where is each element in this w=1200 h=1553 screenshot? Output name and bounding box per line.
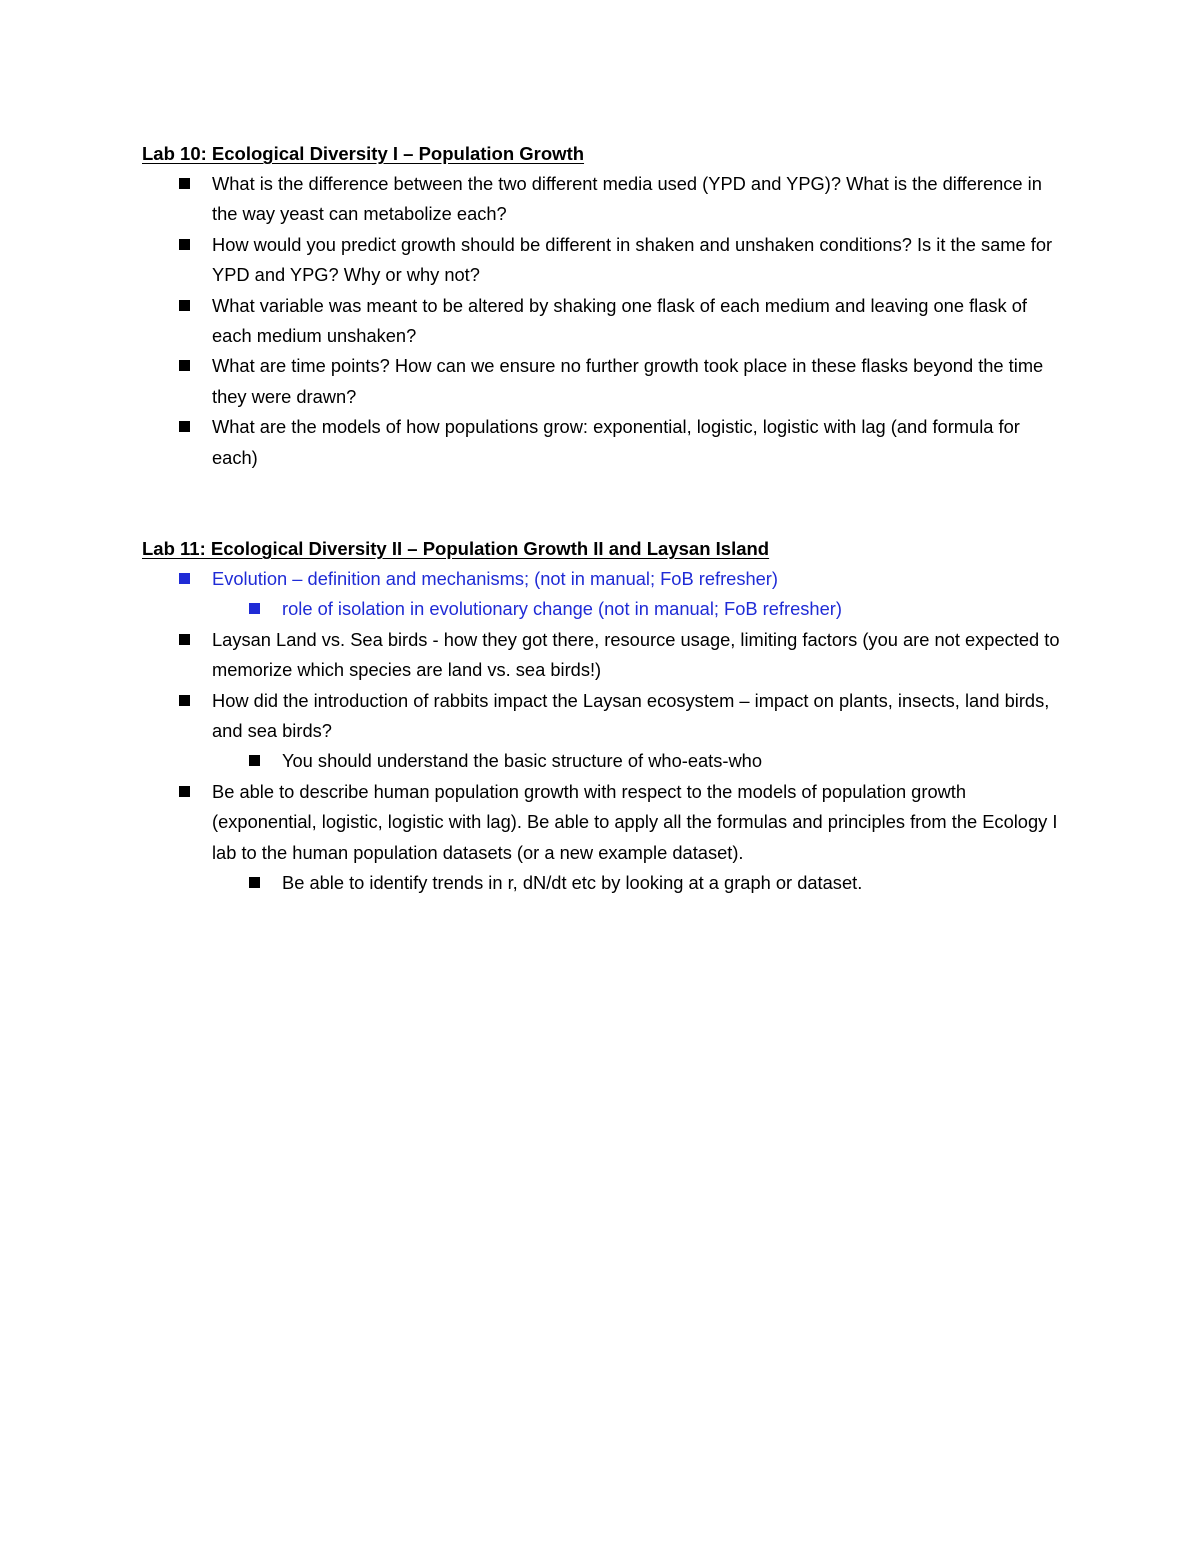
square-bullet-icon <box>179 573 190 584</box>
square-bullet-icon <box>249 877 260 888</box>
list-item-text: Be able to identify trends in r, dN/dt etc by looking at a graph or dataset. <box>282 872 863 894</box>
list-item <box>142 412 1062 473</box>
list-item-text: What are the models of how populations grow: exponential, logistic, logistic with lag (and formula for each) <box>212 416 1020 468</box>
lab11-heading: Lab 11: Ecological Diversity II – Population Growth II and Laysan Island <box>142 538 770 559</box>
list-item-text: Be able to describe human population growth with respect to the models of population growth (exponential, logistic, logistic with lag). Be able to apply all the formulas and principles from the Ecology I lab to the human population datasets (or a new example dataset). <box>212 780 1058 863</box>
lab10-section <box>142 139 1062 473</box>
list-item-text: role of isolation in evolutionary change (not in manual; FoB refresher) <box>282 598 842 620</box>
list-item-text: What is the difference between the two different media used (YPD and YPG)? What is the difference in the way yeast can metabolize each? <box>212 173 1042 225</box>
list-item <box>142 230 1062 291</box>
square-bullet-icon <box>179 421 190 432</box>
list-item <box>142 564 1062 594</box>
square-bullet-icon <box>179 695 190 706</box>
sub-list-item <box>142 746 1062 776</box>
list-item <box>142 351 1062 412</box>
lab11-list <box>142 564 1062 898</box>
square-bullet-icon <box>179 178 190 189</box>
sub-list-item <box>142 868 1062 898</box>
square-bullet-icon <box>179 360 190 371</box>
square-bullet-icon <box>179 300 190 311</box>
list-item-text: Evolution – definition and mechanisms; (not in manual; FoB refresher) <box>212 568 778 589</box>
square-bullet-icon <box>179 634 190 645</box>
list-item <box>142 169 1062 230</box>
list-item <box>142 625 1062 686</box>
square-bullet-icon <box>179 786 190 797</box>
square-bullet-icon <box>179 239 190 250</box>
square-bullet-icon <box>249 755 260 766</box>
list-item-text: Laysan Land vs. Sea birds - how they got there, resource usage, limiting factors (you are not expected to memorize which species are land vs. sea birds!) <box>212 628 1060 681</box>
sub-list-item <box>142 594 1062 624</box>
list-item-text: How did the introduction of rabbits impact the Laysan ecosystem – impact on plants, insects, land birds, and sea birds? <box>212 689 1050 742</box>
list-item <box>142 777 1062 868</box>
list-item-text: How would you predict growth should be different in shaken and unshaken conditions? Is it the same for YPD and YPG? Why or why not? <box>212 233 1053 286</box>
square-bullet-icon <box>249 603 260 614</box>
lab10-heading: Lab 10: Ecological Diversity I – Population Growth <box>142 143 585 164</box>
list-item <box>142 291 1062 352</box>
lab10-list <box>142 169 1062 473</box>
lab11-section <box>142 534 1062 898</box>
list-item-text: You should understand the basic structure of who-eats-who <box>282 750 763 772</box>
list-item-text: What variable was meant to be altered by shaking one flask of each medium and leaving one flask of each medium unshaken? <box>212 294 1027 347</box>
list-item-text: What are time points? How can we ensure no further growth took place in these flasks beyond the time they were drawn? <box>212 355 1044 407</box>
list-item <box>142 686 1062 747</box>
